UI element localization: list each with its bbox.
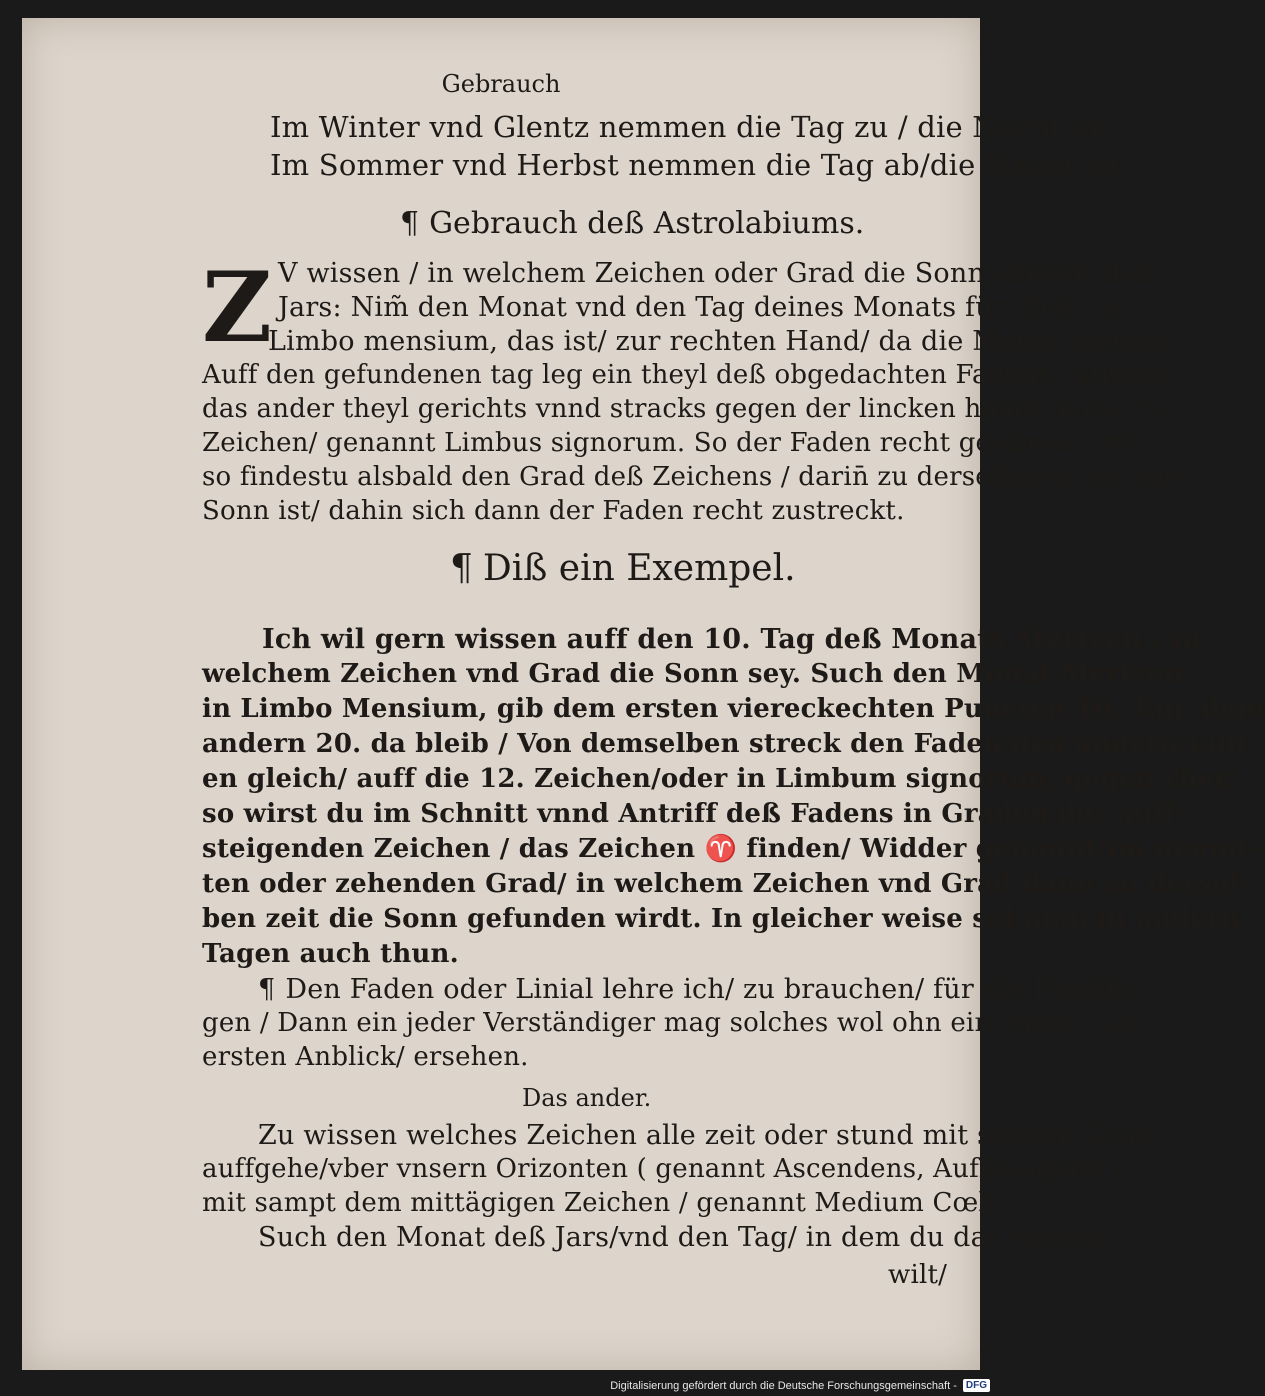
p1-line-3: Limbo mensium, das ist/ zur rechten Hand/ da die Monat stehen/: [268, 326, 1173, 357]
p4-line-2: auffgehe/vber vnsern Orizonten ( genannt Ascendens, Auffsteigend ): [202, 1154, 1123, 1184]
p1-line-5: das ander theyl gerichts vnnd stracks gegen der lincken handt in die 12.: [202, 394, 1176, 424]
p3-line-1-text: Den Faden oder Linial lehre ich/ zu brauchen/ für die Einfälti-: [285, 974, 1145, 1005]
p2-line-4: andern 20. da bleib / Von demselben streck den Faden den andern Lini-: [202, 729, 1258, 759]
running-head: Gebrauch: [441, 70, 561, 98]
subheading: Das ander.: [522, 1084, 652, 1112]
pilcrow-icon: ¶: [400, 206, 420, 241]
document-page: [22, 18, 1265, 1370]
pilcrow-icon: ¶: [450, 548, 473, 589]
p4-line-3: mit sampt dem mittägigen Zeichen / genannt Medium Cœli.: [202, 1188, 1004, 1218]
p4-line-1: Zu wissen welches Zeichen alle zeit oder stund mit seinem Grad: [258, 1120, 1154, 1151]
section-heading-text: Gebrauch deß Astrolabiums.: [429, 206, 865, 241]
p1-line-7: so findestu alsbald den Grad deß Zeichens / darin̄ zu derselbigen zeit die: [202, 462, 1181, 492]
p3-line-2: gen / Dann ein jeder Verständiger mag solches wol ohn ein Faden / im: [202, 1008, 1141, 1038]
p2-line-10: Tagen auch thun.: [202, 939, 459, 969]
p2-line-9: ben zeit die Sonn gefunden wirdt. In gleicher weise sol man in andern: [202, 904, 1240, 934]
p2-line-2: welchem Zeichen vnd Grad die Sonn sey. Such den Monat Mertzen: [202, 659, 1184, 689]
p2-line-1: Ich wil gern wissen auff den 10. Tag deß Monats Mertzen / in: [262, 624, 1202, 655]
p1-line-8: Sonn ist/ dahin sich dann der Faden recht zustreckt.: [202, 496, 905, 526]
p1-line-2: Jars: Nim̃ den Monat vnd den Tag deines Monats für dich/ in: [278, 292, 1119, 323]
example-heading: [450, 548, 796, 589]
section-heading: [400, 206, 864, 241]
digitization-footer: [610, 1379, 990, 1392]
footer-text: Digitalisierung gefördert durch die Deutsche Forschungsgemeinschaft -: [610, 1379, 957, 1392]
p2-line-8: ten oder zehenden Grad/ in welchem Zeichen vnd Grad dann zu dersel-: [202, 869, 1250, 899]
p3-line-1: [258, 974, 1145, 1005]
p2-line-6: so wirst du im Schnitt vnnd Antriff deß Fadens in Graden der auff-: [202, 799, 1186, 829]
page-content: [22, 18, 1265, 1370]
dfg-logo: DFG: [963, 1379, 990, 1392]
drop-cap: Z: [202, 251, 273, 364]
p1-line-4: Auff den gefundenen tag leg ein theyl deß obgedachten Fadens / strecke: [202, 360, 1176, 390]
pilcrow-icon: ¶: [258, 974, 276, 1005]
top-line-2: Im Sommer vnd Herbst nemmen die Tag ab/die Nacht zu.: [270, 148, 1129, 182]
p1-line-1: V wissen / in welchem Zeichen oder Grad die Sonn allezeit deß: [278, 258, 1156, 289]
top-line-1: Im Winter vnd Glentz nemmen die Tag zu / die Nacht ab.: [270, 110, 1118, 144]
catchword: wilt/: [888, 1260, 948, 1290]
example-heading-text: Diß ein Exempel.: [482, 548, 796, 589]
p1-line-6: Zeichen/ genannt Limbus signorum. So der Faden recht gestreckt ist/: [202, 428, 1136, 458]
p3-line-3: ersten Anblick/ ersehen.: [202, 1042, 529, 1072]
p4-line-4: Such den Monat deß Jars/vnd den Tag/ in dem du das wissen: [258, 1222, 1104, 1253]
p2-line-7: steigenden Zeichen / das Zeichen ♈ finden/ Widder genannt/im neund-: [202, 834, 1258, 864]
p2-line-5: en gleich/ auff die 12. Zeichen/oder in Limbum signorum, gegen vber/: [202, 764, 1238, 794]
p2-line-3: in Limbo Mensium, gib dem ersten viereckechten Puncten 10. Tag/ dem: [202, 694, 1265, 724]
